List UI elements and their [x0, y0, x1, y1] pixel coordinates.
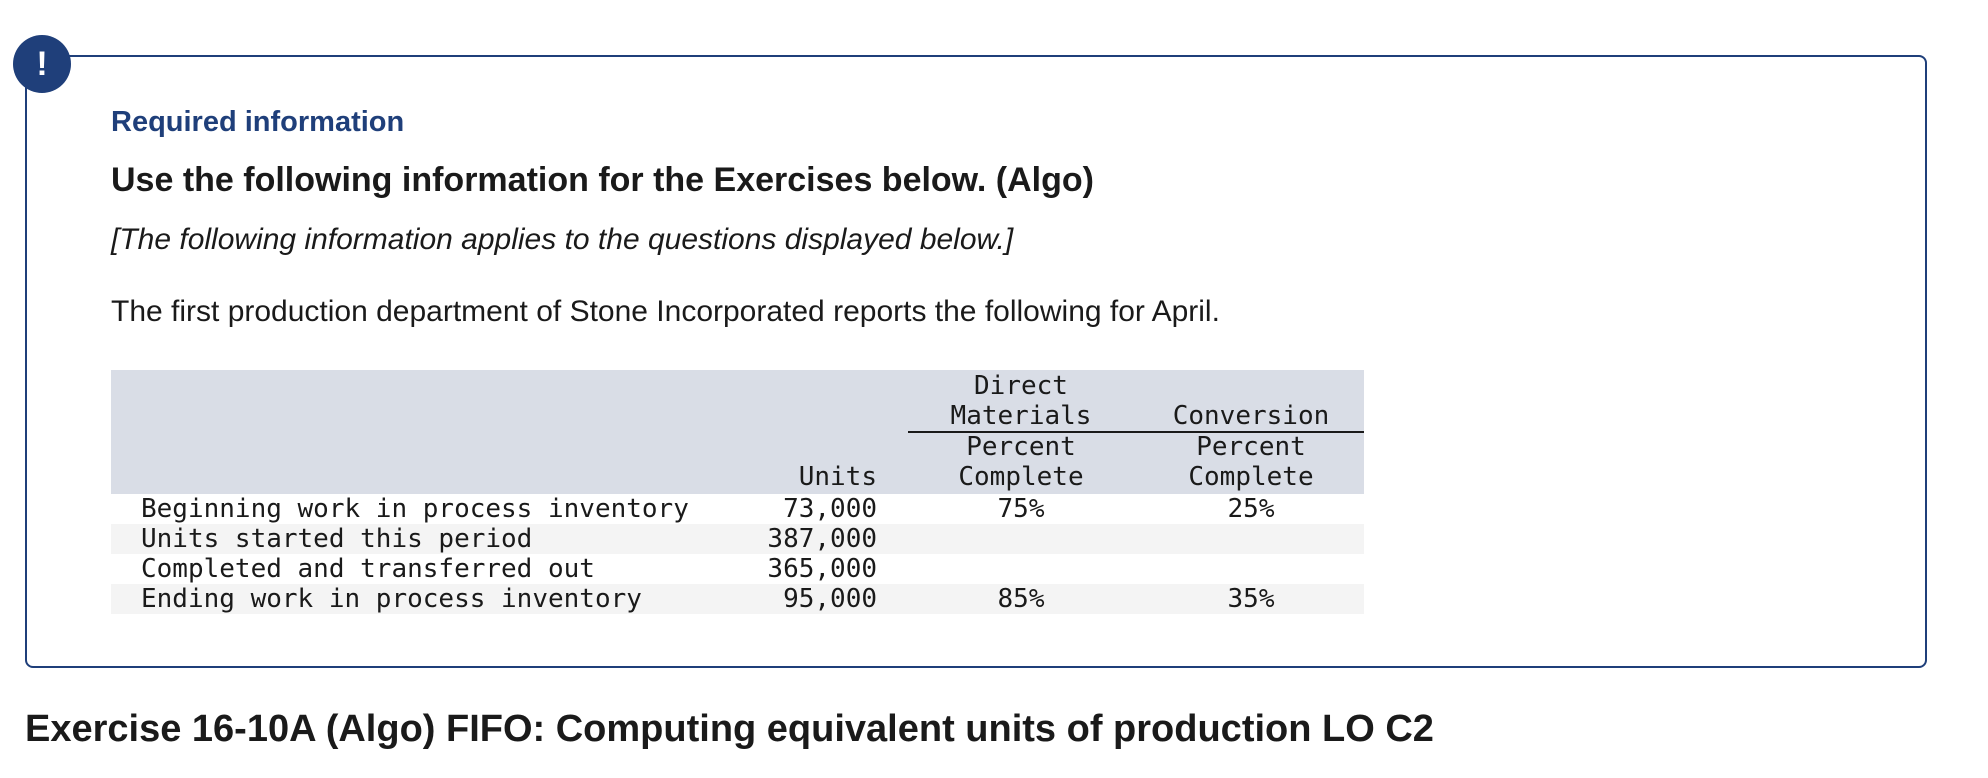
header-conversion: Conversion [1172, 401, 1330, 431]
intro-text: The first production department of Stone Incorporated reports the following for April. [111, 295, 1220, 328]
row-dm-percent: 75% [997, 494, 1045, 524]
production-data-table [111, 370, 1364, 614]
table-row [111, 584, 1364, 614]
table-header [111, 370, 1364, 494]
row-conv-percent: 35% [1227, 584, 1275, 614]
section-heading: Use the following information for the Exercises below. (Algo) [111, 161, 1094, 199]
row-units: 387,000 [767, 524, 877, 554]
header-direct-materials: Direct Materials [950, 371, 1092, 431]
row-label: Ending work in process inventory [141, 584, 642, 614]
row-label: Units started this period [141, 524, 533, 554]
table-row [111, 494, 1364, 524]
exercise-title: Exercise 16-10A (Algo) FIFO: Computing equivalent units of production LO C2 [25, 708, 1434, 750]
alert-badge [13, 35, 71, 93]
table-row [111, 554, 1364, 584]
row-label: Completed and transferred out [141, 554, 595, 584]
applies-note: [The following information applies to the questions displayed below.] [111, 223, 1014, 256]
row-dm-percent: 85% [997, 584, 1045, 614]
row-units: 73,000 [783, 494, 877, 524]
header-dm-percent-complete: Percent Complete [958, 432, 1084, 492]
row-label: Beginning work in process inventory [141, 494, 689, 524]
header-conv-percent-complete: Percent Complete [1188, 432, 1314, 492]
table-row [111, 524, 1364, 554]
required-information-label: Required information [111, 106, 405, 138]
exclamation-icon: ! [36, 44, 48, 83]
header-units: Units [798, 462, 877, 492]
row-units: 365,000 [767, 554, 877, 584]
row-units: 95,000 [783, 584, 877, 614]
row-conv-percent: 25% [1227, 494, 1275, 524]
